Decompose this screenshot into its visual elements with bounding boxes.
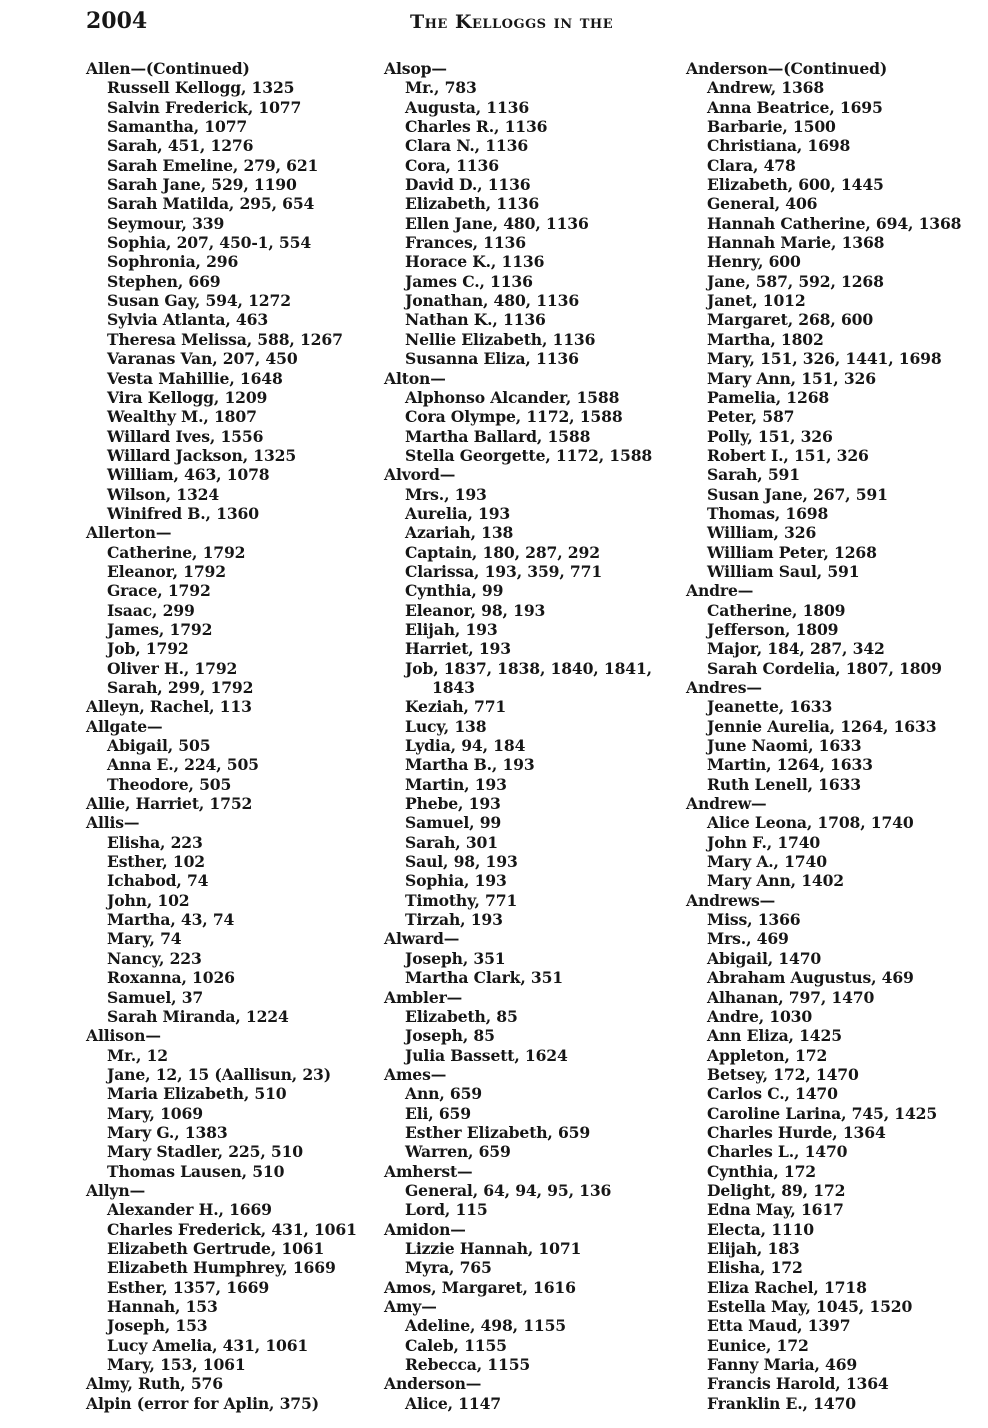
given-name-entry: General, 64, 94, 95, 136 [405, 1180, 612, 1200]
given-name-entry: Vira Kellogg, 1209 [107, 387, 268, 407]
given-name-entry: Alexander H., 1669 [107, 1200, 272, 1220]
given-name-entry: Theresa Melissa, 588, 1267 [107, 329, 343, 349]
given-name-entry: General, 406 [707, 194, 818, 214]
given-name-entry: Alice, 1147 [405, 1393, 501, 1413]
given-name-entry: Martha Ballard, 1588 [405, 426, 591, 446]
given-name-entry: Seymour, 339 [107, 213, 225, 233]
given-name-entry: John F., 1740 [707, 832, 821, 852]
given-name-entry: Elizabeth Humphrey, 1669 [107, 1258, 336, 1278]
given-name-entry: Adeline, 498, 1155 [405, 1316, 566, 1336]
surname-entry: Alvord— [384, 465, 456, 485]
given-name-entry: Keziah, 771 [405, 697, 507, 717]
given-name-entry: Stella Georgette, 1172, 1588 [405, 445, 653, 465]
given-name-entry: Charles Hurde, 1364 [707, 1122, 886, 1142]
surname-entry: Amy— [384, 1297, 437, 1316]
given-name-entry: Ann, 659 [405, 1084, 482, 1104]
surname-entry: Almy, Ruth, 576 [86, 1374, 223, 1394]
given-name-entry: Sylvia Atlanta, 463 [107, 310, 269, 330]
given-name-entry: Robert I., 151, 326 [707, 445, 869, 465]
given-name-entry: Sarah Emeline, 279, 621 [107, 155, 319, 175]
surname-entry: Alward— [384, 929, 460, 949]
given-name-entry: Jennie Aurelia, 1264, 1633 [707, 716, 937, 736]
given-name-entry: Martha, 1802 [707, 329, 824, 349]
running-title: The Kelloggs in the [410, 11, 614, 33]
given-name-entry: Betsey, 172, 1470 [707, 1064, 859, 1084]
given-name-entry: Salvin Frederick, 1077 [107, 97, 302, 117]
given-name-entry: Augusta, 1136 [405, 97, 530, 117]
given-name-entry: Anna E., 224, 505 [107, 755, 259, 775]
given-name-entry: Alice Leona, 1708, 1740 [707, 813, 914, 833]
given-name-entry: Estella May, 1045, 1520 [707, 1297, 913, 1316]
given-name-entry: Martha, 43, 74 [107, 910, 235, 930]
given-name-entry: Harriet, 193 [405, 639, 511, 659]
given-name-entry: James, 1792 [107, 619, 213, 639]
given-name-entry: Catherine, 1809 [707, 600, 846, 620]
given-name-entry: William, 326 [707, 523, 817, 543]
given-name-entry: Mr., 783 [405, 78, 477, 98]
given-name-entry: Esther Elizabeth, 659 [405, 1122, 591, 1142]
given-name-entry: Lizzie Hannah, 1071 [405, 1238, 582, 1258]
surname-entry: Andres— [686, 678, 762, 697]
given-name-entry: Nathan K., 1136 [405, 310, 546, 330]
given-name-entry: William, 463, 1078 [107, 465, 270, 485]
surname-entry: Ambler— [384, 987, 463, 1007]
given-name-entry: Mary G., 1383 [107, 1122, 228, 1142]
given-name-entry: Caleb, 1155 [405, 1335, 507, 1355]
given-name-entry: Ruth Lenell, 1633 [707, 774, 861, 794]
given-name-entry: Carlos C., 1470 [707, 1084, 838, 1104]
given-name-entry: Phebe, 193 [405, 794, 501, 814]
given-name-entry: Henry, 600 [707, 252, 801, 272]
given-name-entry: William Saul, 591 [707, 561, 860, 581]
given-name-entry: Cynthia, 99 [405, 581, 504, 601]
surname-entry: Allgate— [86, 716, 163, 736]
given-name-entry: Electa, 1110 [707, 1219, 814, 1239]
surname-entry: Allen—(Continued) [86, 59, 250, 78]
surname-entry: Anderson— [384, 1374, 482, 1394]
given-name-entry: Barbarie, 1500 [707, 117, 836, 137]
given-name-entry: Lucy, 138 [405, 716, 487, 736]
given-name-entry: Mr., 12 [107, 1045, 168, 1065]
surname-entry: Alsop— [384, 59, 447, 78]
given-name-entry: Charles R., 1136 [405, 117, 548, 137]
given-name-entry: Sarah Miranda, 1224 [107, 1006, 289, 1026]
given-name-entry: Christiana, 1698 [707, 136, 851, 156]
given-name-entry: Rebecca, 1155 [405, 1355, 531, 1375]
surname-entry: Alpin (error for Aplin, 375) [86, 1393, 319, 1413]
given-name-entry: Willard Jackson, 1325 [107, 445, 297, 465]
given-name-entry: Isaac, 299 [107, 600, 195, 620]
given-name-entry: Martin, 193 [405, 774, 507, 794]
given-name-entry: Sarah, 451, 1276 [107, 136, 254, 156]
given-name-entry: Sarah Cordelia, 1807, 1809 [707, 658, 942, 678]
given-name-entry: Delight, 89, 172 [707, 1180, 846, 1200]
given-name-entry: Elizabeth, 85 [405, 1006, 518, 1026]
surname-entry: Andre— [686, 581, 754, 601]
given-name-entry: Thomas, 1698 [707, 503, 829, 523]
given-name-entry: Elizabeth, 1136 [405, 194, 540, 214]
given-name-entry: Hannah Catherine, 694, 1368 [707, 213, 962, 233]
given-name-entry: Elijah, 193 [405, 619, 498, 639]
given-name-entry: Mrs., 193 [405, 484, 487, 504]
given-name-entry: Clarissa, 193, 359, 771 [405, 561, 603, 581]
given-name-entry: Stephen, 669 [107, 271, 221, 291]
given-name-entry: Aurelia, 193 [405, 503, 511, 523]
surname-entry: Allis— [86, 813, 140, 833]
given-name-entry: Samuel, 99 [405, 813, 502, 833]
given-name-entry: Charles L., 1470 [707, 1142, 848, 1162]
given-name-entry: Susanna Eliza, 1136 [405, 349, 579, 369]
given-name-entry: Maria Elizabeth, 510 [107, 1084, 287, 1104]
given-name-entry: Cora, 1136 [405, 155, 499, 175]
given-name-entry: Lydia, 94, 184 [405, 736, 526, 756]
given-name-entry: Martha Clark, 351 [405, 968, 563, 988]
given-name-entry: Mary, 151, 326, 1441, 1698 [707, 349, 942, 369]
surname-entry: Amidon— [384, 1219, 466, 1239]
given-name-entry: Martin, 1264, 1633 [707, 755, 873, 775]
given-name-entry: Abraham Augustus, 469 [707, 968, 914, 988]
given-name-entry: Fanny Maria, 469 [707, 1355, 858, 1375]
given-name-entry: Wilson, 1324 [107, 484, 220, 504]
given-name-entry: Mary Ann, 151, 326 [707, 368, 876, 388]
given-name-entry: Cora Olympe, 1172, 1588 [405, 407, 623, 427]
given-name-entry: Esther, 1357, 1669 [107, 1277, 270, 1297]
given-name-entry: Susan Gay, 594, 1272 [107, 291, 291, 311]
given-name-entry: Alhanan, 797, 1470 [707, 987, 875, 1007]
given-name-entry: Eliza Rachel, 1718 [707, 1277, 867, 1297]
given-name-entry: Lord, 115 [405, 1200, 488, 1220]
given-name-entry: Varanas Van, 207, 450 [107, 349, 298, 369]
given-name-entry: Pamelia, 1268 [707, 387, 830, 407]
given-name-entry: John, 102 [107, 890, 190, 910]
given-name-entry: Samantha, 1077 [107, 117, 248, 137]
given-name-entry: Susan Jane, 267, 591 [707, 484, 888, 504]
given-name-entry: Sarah, 301 [405, 832, 498, 852]
given-name-entry: Thomas Lausen, 510 [107, 1161, 285, 1181]
surname-entry: Ames— [384, 1064, 447, 1084]
given-name-entry: Margaret, 268, 600 [707, 310, 874, 330]
given-name-entry: Hannah, 153 [107, 1297, 218, 1316]
given-name-entry: Cynthia, 172 [707, 1161, 816, 1181]
given-name-entry: Edna May, 1617 [707, 1200, 844, 1220]
given-name-entry: Peter, 587 [707, 407, 795, 427]
given-name-entry: Janet, 1012 [707, 291, 806, 311]
given-name-entry: Joseph, 153 [107, 1316, 208, 1336]
index-column-1 [86, 59, 376, 1413]
given-name-entry: Job, 1792 [107, 639, 189, 659]
given-name-entry: Catherine, 1792 [107, 542, 246, 562]
given-name-entry: Sarah Matilda, 295, 654 [107, 194, 315, 214]
given-name-entry: Samuel, 37 [107, 987, 204, 1007]
given-name-entry: Abigail, 505 [107, 736, 211, 756]
given-name-entry: Jane, 587, 592, 1268 [707, 271, 884, 291]
given-name-entry: Mary, 153, 1061 [107, 1355, 246, 1375]
given-name-entry: Winifred B., 1360 [107, 503, 259, 523]
given-name-entry: Vesta Mahillie, 1648 [107, 368, 283, 388]
given-name-entry: Captain, 180, 287, 292 [405, 542, 600, 562]
given-name-entry: Mary, 1069 [107, 1103, 203, 1123]
given-name-entry: Joseph, 85 [405, 1026, 495, 1046]
given-name-entry: Eleanor, 1792 [107, 561, 226, 581]
given-name-entry: William Peter, 1268 [707, 542, 877, 562]
given-name-entry: Nancy, 223 [107, 948, 202, 968]
given-name-entry: Franklin E., 1470 [707, 1393, 856, 1413]
given-name-entry: Lucy Amelia, 431, 1061 [107, 1335, 309, 1355]
index-column-2 [384, 59, 680, 1413]
given-name-entry: Mary, 74 [107, 929, 182, 949]
given-name-entry: Mary Ann, 1402 [707, 871, 845, 891]
given-name-entry: Eunice, 172 [707, 1335, 809, 1355]
surname-entry: Allie, Harriet, 1752 [86, 794, 253, 814]
given-name-entry: Major, 184, 287, 342 [707, 639, 885, 659]
given-name-entry: Sarah Jane, 529, 1190 [107, 175, 297, 195]
given-name-entry: Nellie Elizabeth, 1136 [405, 329, 596, 349]
given-name-entry: Joseph, 351 [405, 948, 506, 968]
surname-entry: Allerton— [86, 523, 172, 543]
surname-entry: Amherst— [384, 1161, 473, 1181]
entry-continuation: 1843 [432, 678, 475, 697]
given-name-entry: Mrs., 469 [707, 929, 789, 949]
given-name-entry: Sarah, 299, 1792 [107, 678, 254, 697]
given-name-entry: Sophia, 193 [405, 871, 507, 891]
given-name-entry: Elisha, 172 [707, 1258, 803, 1278]
given-name-entry: Clara N., 1136 [405, 136, 529, 156]
given-name-entry: Job, 1837, 1838, 1840, 1841, [405, 658, 652, 678]
page-number: 2004 [86, 8, 148, 34]
given-name-entry: Ellen Jane, 480, 1136 [405, 213, 589, 233]
given-name-entry: Eleanor, 98, 193 [405, 600, 546, 620]
given-name-entry: Abigail, 1470 [707, 948, 822, 968]
given-name-entry: Caroline Larina, 745, 1425 [707, 1103, 938, 1123]
given-name-entry: Warren, 659 [405, 1142, 511, 1162]
given-name-entry: Alphonso Alcander, 1588 [405, 387, 620, 407]
given-name-entry: Elizabeth Gertrude, 1061 [107, 1238, 325, 1258]
surname-entry: Allison— [86, 1026, 161, 1046]
given-name-entry: Sophronia, 296 [107, 252, 239, 272]
given-name-entry: Oliver H., 1792 [107, 658, 238, 678]
given-name-entry: Myra, 765 [405, 1258, 492, 1278]
given-name-entry: Jane, 12, 15 (Aallisun, 23) [107, 1064, 331, 1084]
given-name-entry: Clara, 478 [707, 155, 796, 175]
given-name-entry: Saul, 98, 193 [405, 852, 518, 872]
given-name-entry: Timothy, 771 [405, 890, 518, 910]
surname-entry: Andrews— [686, 890, 776, 910]
given-name-entry: Horace K., 1136 [405, 252, 545, 272]
given-name-entry: Hannah Marie, 1368 [707, 233, 885, 253]
given-name-entry: Azariah, 138 [405, 523, 514, 543]
given-name-entry: David D., 1136 [405, 175, 531, 195]
given-name-entry: Mary Stadler, 225, 510 [107, 1142, 303, 1162]
given-name-entry: Andre, 1030 [707, 1006, 813, 1026]
given-name-entry: James C., 1136 [405, 271, 533, 291]
given-name-entry: Jefferson, 1809 [707, 619, 839, 639]
given-name-entry: Frances, 1136 [405, 233, 526, 253]
given-name-entry: Etta Maud, 1397 [707, 1316, 851, 1336]
given-name-entry: Ichabod, 74 [107, 871, 209, 891]
surname-entry: Alton— [384, 368, 446, 388]
given-name-entry: Esther, 102 [107, 852, 205, 872]
given-name-entry: Francis Harold, 1364 [707, 1374, 889, 1394]
surname-entry: Alleyn, Rachel, 113 [86, 697, 252, 717]
given-name-entry: Julia Bassett, 1624 [405, 1045, 568, 1065]
given-name-entry: Sophia, 207, 450-1, 554 [107, 233, 312, 253]
given-name-entry: Willard Ives, 1556 [107, 426, 264, 446]
given-name-entry: Theodore, 505 [107, 774, 232, 794]
given-name-entry: Polly, 151, 326 [707, 426, 833, 446]
given-name-entry: Jeanette, 1633 [707, 697, 833, 717]
given-name-entry: Miss, 1366 [707, 910, 801, 930]
given-name-entry: Ann Eliza, 1425 [707, 1026, 842, 1046]
given-name-entry: Mary A., 1740 [707, 852, 827, 872]
given-name-entry: Andrew, 1368 [707, 78, 825, 98]
given-name-entry: Tirzah, 193 [405, 910, 503, 930]
given-name-entry: Eli, 659 [405, 1103, 471, 1123]
given-name-entry: Jonathan, 480, 1136 [405, 291, 580, 311]
given-name-entry: Elisha, 223 [107, 832, 203, 852]
given-name-entry: Martha B., 193 [405, 755, 535, 775]
given-name-entry: Charles Frederick, 431, 1061 [107, 1219, 357, 1239]
given-name-entry: Elizabeth, 600, 1445 [707, 175, 884, 195]
surname-entry: Amos, Margaret, 1616 [384, 1277, 576, 1297]
surname-entry: Anderson—(Continued) [686, 59, 888, 78]
given-name-entry: June Naomi, 1633 [707, 736, 862, 756]
given-name-entry: Wealthy M., 1807 [107, 407, 257, 427]
surname-entry: Allyn— [86, 1180, 146, 1200]
given-name-entry: Roxanna, 1026 [107, 968, 235, 988]
given-name-entry: Anna Beatrice, 1695 [707, 97, 883, 117]
index-column-3 [686, 59, 986, 1413]
given-name-entry: Elijah, 183 [707, 1238, 800, 1258]
surname-entry: Andrew— [686, 794, 767, 814]
given-name-entry: Appleton, 172 [707, 1045, 828, 1065]
given-name-entry: Russell Kellogg, 1325 [107, 78, 295, 98]
given-name-entry: Sarah, 591 [707, 465, 800, 485]
given-name-entry: Grace, 1792 [107, 581, 211, 601]
